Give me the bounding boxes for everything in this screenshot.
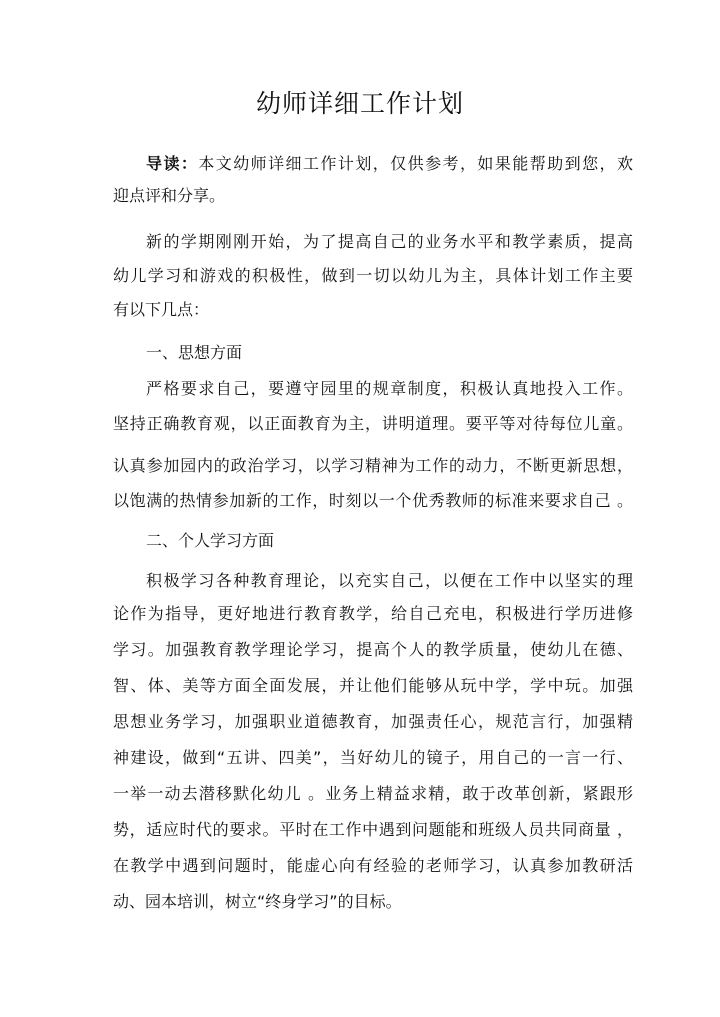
paragraph-line: 思想业务学习，加强职业道德教育，加强责任心，规范言行，加强精 [113,712,633,731]
paragraph-line: 势，适应时代的要求。平时在工作中遇到问题能和班级人员共同商量 ， [113,820,633,839]
paragraph-line: 一举一动去潜移默化幼儿 。业务上精益求精，敢于改革创新，紧跟形 [113,784,633,803]
paragraph-line: 积极学习各种教育理论，以充实自己，以便在工作中以坚实的理 [146,571,633,590]
paragraph-line: 坚持正确教育观，以正面教育为主，讲明道理。要平等对待每位儿童。 [113,414,633,433]
paragraph-line: 论作为指导，更好地进行教育教学，给自己充电，积极进行学历进修 [113,604,633,623]
intro-line-2: 迎点评和分享。 [113,186,226,205]
document-title: 幼师详细工作计划 [255,89,464,118]
paragraph-line: 神建设，做到“五讲、四美”，当好幼儿的镜子，用自己的一言一行、 [113,748,633,767]
intro-label: 导读： [146,154,199,173]
paragraph-line: 新的学期刚刚开始，为了提高自己的业务水平和教学素质，提高 [146,232,633,251]
section-heading: 一、思想方面 [146,343,243,362]
paragraph-line: 有以下几点： [113,300,210,319]
paragraph-line: 在教学中遇到问题时，能虚心向有经验的老师学习，认真参加教研活 [113,856,633,875]
paragraph-line: 学习。加强教育教学理论学习，提高个人的教学质量，使幼儿在德、 [113,640,633,659]
paragraph-line: 动、园本培训，树立“终身学习”的目标。 [113,892,402,911]
paragraph-line: 认真参加园内的政治学习，以学习精神为工作的动力，不断更新思想， [113,456,633,475]
paragraph-line: 智、体、美等方面全面发展，并让他们能够从玩中学，学中玩。加强 [113,676,633,695]
paragraph-line: 以饱满的热情参加新的工作，时刻以一个优秀教师的标准来要求自己 。 [113,491,633,510]
paragraph-line: 幼儿学习和游戏的积极性，做到一切以幼儿为主，具体计划工作主要 [113,266,633,285]
section-heading: 二、个人学习方面 [146,531,275,550]
intro-line-1 [146,152,633,176]
paragraph-line: 严格要求自己，要遵守园里的规章制度，积极认真地投入工作。 [146,379,633,398]
intro-text-1: 本文幼师详细工作计划，仅供参考，如果能帮助到您，欢 [198,154,633,173]
